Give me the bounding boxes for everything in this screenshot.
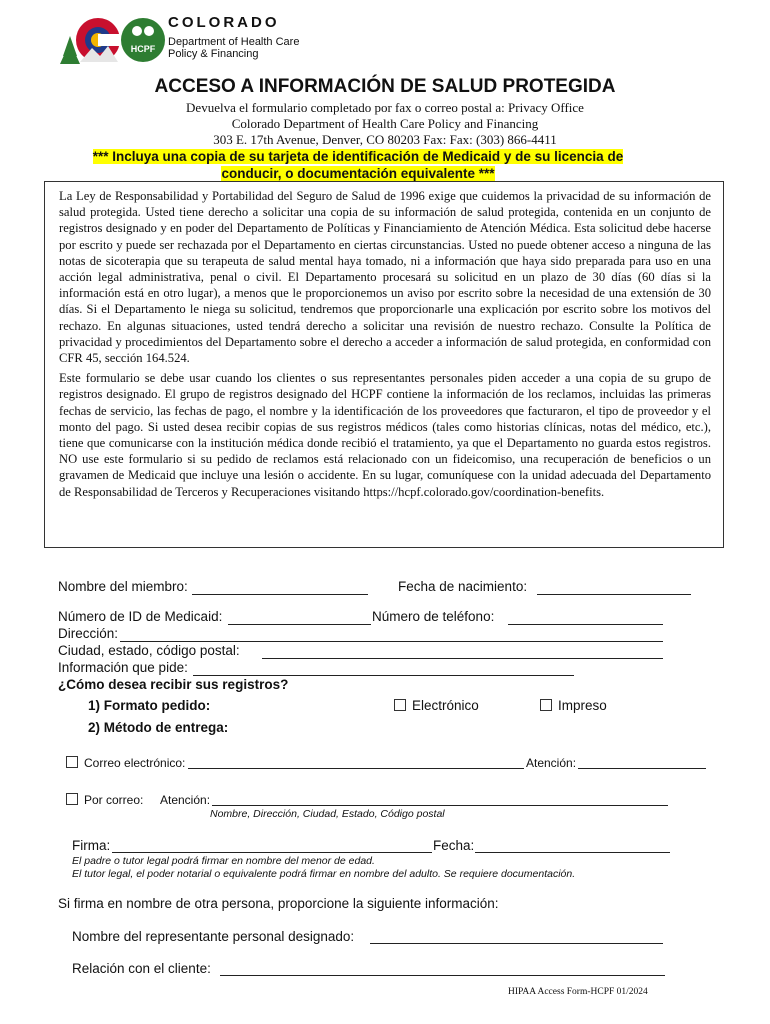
rep-name-label: Nombre del representante personal designado: <box>72 929 355 944</box>
address-field[interactable] <box>120 641 663 642</box>
id-notice: *** Incluya una copia de su tarjeta de identificación de Medicaid y de su licencia de conducir, o documentación equivalente *** <box>92 149 624 181</box>
email-attention-field[interactable] <box>578 768 706 769</box>
checkbox-icon[interactable] <box>66 793 78 805</box>
info-paragraph: Este formulario se debe usar cuando los clientes o sus representantes personales piden acceder a una copia de su grupo de registros designado. El grupo de registros designado del HCPF contiene la información de los reclamos, incluidas las primeras fechas de servicio, las fechas de pago, el nombre y la identificación de los proveedores que facturaron, el tipo de proveedor y el monto del pago. Si usted desea recibir copias de sus registros médicos (tales como historias clínicas, notas del médico, etc.), tiene que comunicarse con la institución médica donde recibió el tratamiento, ya que el Departamento no guarda estos registros. NO use este formulario si su pedido de reclamos está relacionado con un fideicomiso, una recuperación de beneficios o un gravamen de Medicaid que incluye una lesión o accidente. En su lugar, comuníquese con la unidad adecuada del Departamento de Responsabilidad de Terceros y Recuperaciones visitando https://hcpf.colorado.gov/coordination-benefits. <box>59 371 711 499</box>
relationship-label: Relación con el cliente: <box>72 961 211 976</box>
medicaid-id-label: Número de ID de Medicaid: <box>58 609 223 624</box>
return-instructions: Devuelva el formulario completado por fax o correo postal a: Privacy Office <box>186 100 584 115</box>
format-electronic-option[interactable]: Electrónico <box>394 698 479 713</box>
mail-option[interactable]: Por correo: <box>66 793 143 807</box>
medicaid-id-field[interactable] <box>228 624 371 625</box>
email-field[interactable] <box>188 768 524 769</box>
return-address: 303 E. 17th Avenue, Denver, CO 80203 Fax: Fax: (303) 866-4411 <box>213 132 557 147</box>
city-state-zip-field[interactable] <box>262 658 663 659</box>
mail-attention-field[interactable] <box>212 805 668 806</box>
info-requested-field[interactable] <box>193 675 574 676</box>
member-name-field[interactable] <box>192 594 368 595</box>
signature-field[interactable] <box>112 852 432 853</box>
date-label: Fecha: <box>433 838 475 853</box>
checkbox-icon[interactable] <box>540 699 552 711</box>
svg-text:HCPF: HCPF <box>130 44 156 54</box>
info-paragraph: La Ley de Responsabilidad y Portabilidad del Seguro de Salud de 1996 exige que cuidemos la privacidad de su información de salud protegida. Usted tiene derecho a solicitar una copia de su información de salud protegida, contenida en un conjunto de registros designado y en poder del Departamento de Políticas y Financiamiento de Atención Médica. Esta solicitud debe hacerse por escrito y puede ser rechazada por el Departamento en ciertas circunstancias. Usted no puede obtener acceso a ninguna de las notas de sicoterapia que su terapeuta de salud mental haya tomado, ni a información que haya sido preparada para uso en una acción legal administrativa, penal o civil. El Departamento procesará su solicitud en un plazo de 30 días (60 días si la información está en otro lugar), a menos que le proporcionemos un aviso por escrito sobre la necesidad de una extensión de 30 días. Si el Departamento le niega su solicitud, tendremos que proporcionarle una explicación por escrito sobre los motivos del rechazo. En algunas situaciones, usted tendrá derecho a solicitar una revisión de nuestro rechazo. Consulte la Política de privacidad y procedimientos del Departamento sobre el derecho a acceder a información de salud protegida, en conformidad con CFR 45, sección 164.524. <box>59 189 711 366</box>
rep-name-field[interactable] <box>370 943 663 944</box>
city-state-zip-label: Ciudad, estado, código postal: <box>58 643 240 658</box>
member-name-label: Nombre del miembro: <box>58 579 188 594</box>
email-option[interactable]: Correo electrónico: <box>66 756 185 770</box>
legal-guardian-note: El tutor legal, el poder notarial o equivalente podrá firmar en nombre del adulto. Se requiere documentación. <box>72 868 576 880</box>
signature-label: Firma: <box>72 838 111 853</box>
format-label: 1) Formato pedido: <box>88 698 211 713</box>
birth-date-label: Fecha de nacimiento: <box>398 579 528 594</box>
mail-hint: Nombre, Dirección, Ciudad, Estado, Código postal <box>210 808 445 820</box>
colorado-hcpf-logo <box>58 14 168 66</box>
other-person-heading: Si firma en nombre de otra persona, proporcione la siguiente información: <box>58 896 499 911</box>
document-title: ACCESO A INFORMACIÓN DE SALUD PROTEGIDA <box>154 76 616 97</box>
how-receive-heading: ¿Cómo desea recibir sus registros? <box>58 677 289 692</box>
relationship-field[interactable] <box>220 975 665 976</box>
format-print-option[interactable]: Impreso <box>540 698 607 713</box>
date-field[interactable] <box>475 852 670 853</box>
form-footer: HIPAA Access Form-HCPF 01/2024 <box>508 987 648 997</box>
return-department: Colorado Department of Health Care Policy and Financing <box>231 116 539 131</box>
brand-title: COLORADO <box>168 14 280 31</box>
address-label: Dirección: <box>58 626 119 641</box>
privacy-info-box <box>44 181 724 548</box>
phone-field[interactable] <box>508 624 663 625</box>
info-requested-label: Información que pide: <box>58 660 188 675</box>
delivery-label: 2) Método de entrega: <box>88 720 229 735</box>
phone-label: Número de teléfono: <box>372 609 495 624</box>
guardian-note: El padre o tutor legal podrá firmar en nombre del menor de edad. <box>72 855 375 867</box>
checkbox-icon[interactable] <box>394 699 406 711</box>
mail-attention-label: Atención: <box>160 793 211 807</box>
department-name: Department of Health Care Policy & Financing <box>168 36 300 60</box>
birth-date-field[interactable] <box>537 594 691 595</box>
email-attention-label: Atención: <box>526 756 577 770</box>
checkbox-icon[interactable] <box>66 756 78 768</box>
